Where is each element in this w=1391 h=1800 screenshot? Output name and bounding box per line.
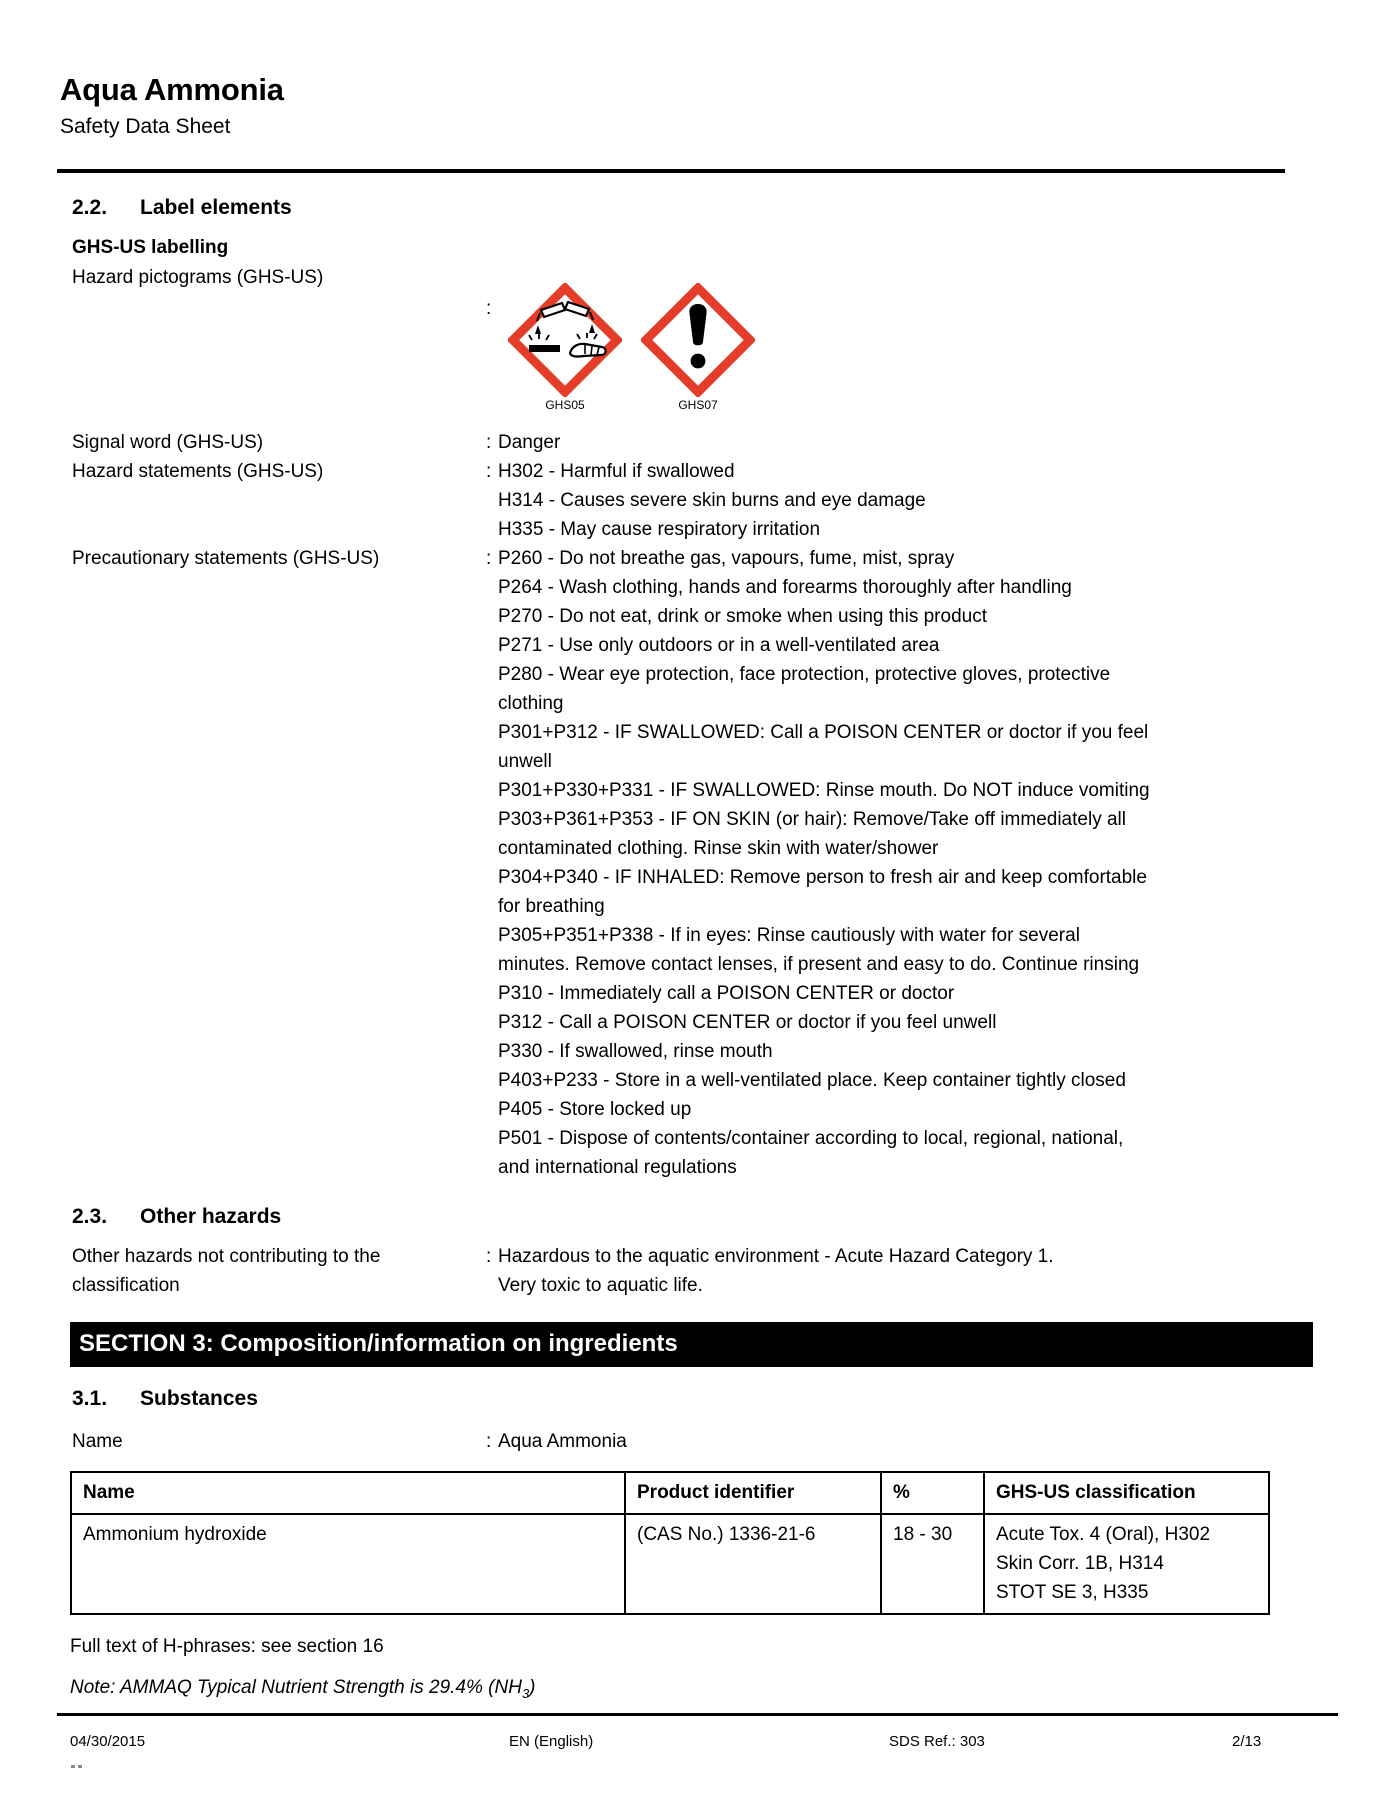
precautionary-statement-line: P301+P330+P331 - IF SWALLOWED: Rinse mouth. Do NOT induce vomiting [498, 780, 1150, 801]
ghs07-caption: GHS07 [678, 398, 718, 412]
hazard-statement-line: H314 - Causes severe skin burns and eye damage [498, 490, 926, 511]
section-2-3-number: 2.3. [72, 1205, 108, 1228]
precautionary-statement-line: for breathing [498, 896, 605, 917]
footer-language: EN (English) [509, 1733, 594, 1750]
precautionary-statement-line: P312 - Call a POISON CENTER or doctor if you feel unwell [498, 1012, 997, 1033]
precautionary-statements-value [498, 544, 1391, 1182]
precautionary-statement-line: P501 - Dispose of contents/container according to local, regional, national, [498, 1128, 1124, 1149]
precautionary-statement-line: P304+P340 - IF INHALED: Remove person to fresh air and keep comfortable [498, 867, 1147, 888]
substance-name-row [72, 1427, 1391, 1456]
table-header-product-identifier: Product identifier [625, 1472, 881, 1514]
table-header-classification: GHS-US classification [984, 1472, 1269, 1514]
exclamation-pictogram-icon [641, 283, 755, 397]
document-header [60, 72, 1391, 139]
ghs-labelling-heading: GHS-US labelling [72, 237, 229, 258]
pictogram-strip [498, 263, 1391, 413]
hazard-pictograms-row [72, 263, 1391, 413]
footer-page-number: 2/13 [1232, 1733, 1262, 1750]
hazard-statements-row [72, 457, 1391, 544]
hazard-statements-label: Hazard statements (GHS-US) [72, 461, 324, 482]
other-hazards-value-line: Hazardous to the aquatic environment - Acute Hazard Category 1. [498, 1246, 1054, 1267]
other-hazards-row [72, 1242, 1391, 1300]
precautionary-statements-row [72, 544, 1391, 1182]
precautionary-statement-line: P303+P361+P353 - IF ON SKIN (or hair): Remove/Take off immediately all [498, 809, 1126, 830]
precautionary-statements-label: Precautionary statements (GHS-US) [72, 548, 380, 569]
section-3-header-bar: SECTION 3: Composition/information on ingredients [70, 1322, 1313, 1367]
header-divider [57, 169, 1285, 173]
ghs05-caption: GHS05 [545, 398, 585, 412]
section-2-3-heading [72, 1205, 1391, 1229]
footer-fineprint [71, 1765, 75, 1768]
other-hazards-label-line: classification [72, 1275, 180, 1296]
signal-word-value: Danger [498, 432, 561, 453]
other-hazards-value [498, 1242, 1391, 1300]
section-2-2-heading [72, 196, 1391, 220]
section-3-1-heading [72, 1387, 1391, 1411]
colon-separator: : [486, 548, 492, 569]
colon-separator: : [486, 1431, 492, 1452]
corrosion-pictogram-icon [508, 283, 622, 397]
section-2-2-title: Label elements [140, 196, 292, 219]
table-row [71, 1514, 1269, 1614]
precautionary-statement-line: P330 - If swallowed, rinse mouth [498, 1041, 773, 1062]
colon-separator: : [486, 432, 492, 453]
hazard-statement-line: H302 - Harmful if swallowed [498, 461, 735, 482]
section-2-3-title: Other hazards [140, 1205, 282, 1228]
precautionary-statement-line: clothing [498, 693, 564, 714]
section-3-1-number: 3.1. [72, 1387, 108, 1410]
ammaq-note-subscript: 3 [521, 1685, 530, 1701]
colon-separator: : [486, 1246, 492, 1267]
footer-divider [57, 1713, 1338, 1716]
document-subtitle: Safety Data Sheet [60, 115, 231, 138]
precautionary-statement-line: P280 - Wear eye protection, face protection, protective gloves, protective [498, 664, 1111, 685]
precautionary-statement-line: P270 - Do not eat, drink or smoke when using this product [498, 606, 987, 627]
product-title: Aqua Ammonia [60, 72, 284, 107]
classification-line: Skin Corr. 1B, H314 [996, 1553, 1164, 1574]
ghs05-pictogram [508, 283, 622, 413]
table-header-row [71, 1472, 1269, 1514]
precautionary-statement-line: P305+P351+P338 - If in eyes: Rinse cautiously with water for several [498, 925, 1080, 946]
substance-name-value: Aqua Ammonia [498, 1431, 627, 1452]
cell-product-identifier: (CAS No.) 1336-21-6 [625, 1514, 881, 1614]
classification-line: Acute Tox. 4 (Oral), H302 [996, 1524, 1211, 1545]
precautionary-statement-line: and international regulations [498, 1157, 737, 1178]
precautionary-statement-line: minutes. Remove contact lenses, if present and easy to do. Continue rinsing [498, 954, 1140, 975]
other-hazards-label-line: Other hazards not contributing to the [72, 1246, 381, 1267]
colon-separator: : [486, 461, 492, 482]
other-hazards-value-line: Very toxic to aquatic life. [498, 1275, 703, 1296]
precautionary-statement-line: P403+P233 - Store in a well-ventilated place. Keep container tightly closed [498, 1070, 1126, 1091]
footer-date: 04/30/2015 [70, 1733, 146, 1750]
precautionary-statement-line: P264 - Wash clothing, hands and forearms thoroughly after handling [498, 577, 1072, 598]
hazard-statements-value [498, 457, 1391, 544]
precautionary-statement-line: P405 - Store locked up [498, 1099, 692, 1120]
section-2-2-number: 2.2. [72, 196, 108, 219]
classification-line: STOT SE 3, H335 [996, 1582, 1149, 1603]
hazard-statement-line: H335 - May cause respiratory irritation [498, 519, 821, 540]
table-header-name: Name [71, 1472, 625, 1514]
substance-name-label: Name [72, 1431, 123, 1452]
signal-word-label: Signal word (GHS-US) [72, 432, 264, 453]
h-phrases-note: Full text of H-phrases: see section 16 [70, 1636, 384, 1657]
signal-word-row [72, 428, 1391, 457]
section-3-1-title: Substances [140, 1387, 258, 1410]
colon-separator: : [486, 298, 492, 319]
hazard-pictograms-label: Hazard pictograms (GHS-US) [72, 267, 324, 288]
ammaq-note-text: Note: AMMAQ Typical Nutrient Strength is 29.4% (NH [70, 1677, 522, 1698]
precautionary-statement-line: unwell [498, 751, 552, 772]
cell-classification [984, 1514, 1269, 1614]
precautionary-statement-line: contaminated clothing. Rinse skin with water/shower [498, 838, 939, 859]
composition-table [70, 1471, 1270, 1615]
ghs07-pictogram [641, 283, 755, 413]
precautionary-statement-line: P310 - Immediately call a POISON CENTER or doctor [498, 983, 955, 1004]
cell-percent: 18 - 30 [881, 1514, 984, 1614]
footer-sds-ref: SDS Ref.: 303 [889, 1733, 985, 1750]
table-header-percent: % [881, 1472, 984, 1514]
ammaq-note [70, 1677, 1391, 1701]
precautionary-statement-line: P271 - Use only outdoors or in a well-ventilated area [498, 635, 940, 656]
other-hazards-label [72, 1242, 486, 1300]
ammaq-note-suffix: ) [529, 1677, 536, 1698]
precautionary-statement-line: P260 - Do not breathe gas, vapours, fume, mist, spray [498, 548, 955, 569]
precautionary-statement-line: P301+P312 - IF SWALLOWED: Call a POISON CENTER or doctor if you feel [498, 722, 1149, 743]
cell-substance-name: Ammonium hydroxide [71, 1514, 625, 1614]
